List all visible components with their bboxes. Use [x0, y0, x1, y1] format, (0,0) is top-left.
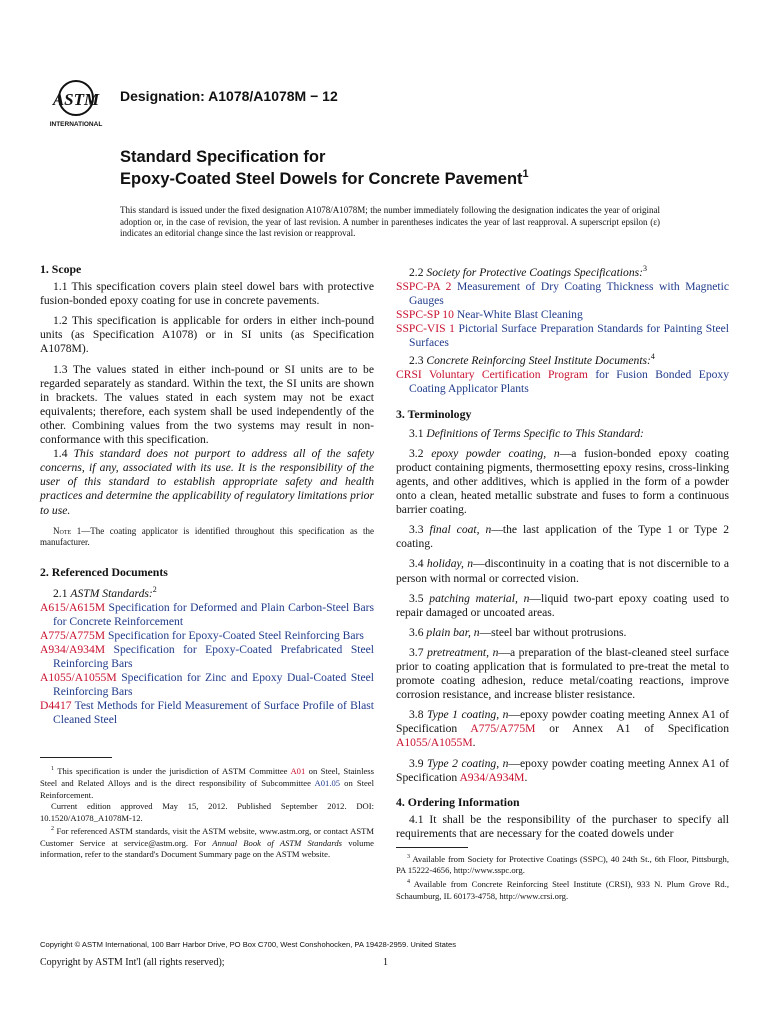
scope-1-4-num: 1.4: [53, 447, 68, 461]
term-3-9-def2: .: [524, 770, 528, 784]
crsi-label: [396, 350, 729, 368]
sspc-mark: 3: [643, 264, 647, 273]
section-heading-ordering: 4. Ordering Information: [396, 794, 520, 809]
term-item: [396, 447, 729, 517]
scope-1-1: 1.1 This specification covers plain steel dowel bars with protective fusion-bonded epoxy coating for use in concrete pavements.: [40, 280, 374, 308]
sspc-label: [396, 262, 729, 280]
fn2-text-em: Annual Book of ASTM Standards: [212, 837, 343, 848]
term-num: 3.7: [409, 645, 424, 659]
term-item: [396, 646, 729, 702]
term-definition: —liquid two-part epoxy coating used to repair damaged or uncoated areas.: [396, 591, 729, 619]
term-3-9-link-a934[interactable]: A934/A934M: [459, 770, 525, 784]
astm-standards-mark: 2: [152, 584, 157, 594]
term-name: holiday, n: [426, 557, 474, 571]
term-3-9-term: Type 2 coating, n: [427, 756, 509, 770]
term-3-8-def3: .: [472, 736, 476, 750]
term-definition: —the last application of the Type 1 or Type 2 coating.: [396, 523, 729, 551]
sspc-reference-list: [396, 280, 729, 350]
footnote-3: $^3$ Available from Society for Protective Coatings (SSPC), 40 24th St., 6th Floor, Pittsburgh, PA 15222-4656, http://www.sspc.org.: [396, 853, 729, 876]
reference-title[interactable]: Specification for Deformed and Plain Carbon-Steel Bars for Concrete Reinforcement: [53, 600, 374, 628]
title-line-2: [120, 168, 529, 189]
astm-logo: [40, 76, 112, 132]
reference-title[interactable]: for Fusion Bonded Epoxy Coating Applicator Plants: [409, 368, 730, 396]
footnote-rule-right: [396, 847, 468, 848]
term-item: [396, 592, 729, 620]
svg-text:INTERNATIONAL: INTERNATIONAL: [49, 121, 103, 128]
reference-title[interactable]: Near-White Blast Cleaning: [456, 308, 583, 322]
title-line-1: Standard Specification for: [120, 148, 326, 166]
fn2-text-a: For referenced ASTM standards, visit the ASTM website, www.astm.org, or contact ASTM Customer Service at service@astm.org. For: [40, 826, 375, 848]
fn1-text-b: on Steel, Stainless Steel and Related Alloys and is the direct responsibility of Subcommittee: [40, 766, 374, 788]
term-3-8-term: Type 1 coating, n: [427, 708, 509, 722]
reference-title[interactable]: Measurement of Dry Coating Thickness with Magnetic Gauges: [409, 279, 729, 308]
crsi-reference-list: [396, 368, 729, 396]
reference-title[interactable]: Specification for Epoxy-Coated Prefabricated Steel Reinforcing Bars: [53, 642, 374, 671]
terminology-list: [396, 447, 729, 703]
crsi-title: Concrete Reinforcing Steel Institute Documents:: [426, 354, 651, 368]
footnote-1-edition: Current edition approved May 15, 2012. Published September 2012. DOI: 10.1520/A1078_A1078M-12.: [40, 801, 374, 823]
fn4-text: Available from Concrete Reinforcing Steel Institute (CRSI), 933 N. Plum Grove Rd., Schaumburg, IL 60173-4758, http://www.crsi.org.: [396, 878, 729, 901]
crsi-mark: 4: [650, 352, 655, 362]
crsi-num: 2.3: [409, 354, 424, 368]
term-3-8-link-a775[interactable]: A775/A775M: [470, 722, 536, 736]
left-column: [40, 262, 374, 861]
section-heading-scope: 1. Scope: [40, 262, 82, 276]
term-3-8-link-a1055[interactable]: A1055/A1055M: [396, 736, 473, 750]
reference-item: [40, 671, 374, 699]
fn3-text: Available from Society for Protective Coatings (SSPC), 40 24th St., 6th Floor, Pittsburgh, PA 15222-4656, http://www.sspc.org.: [396, 853, 729, 876]
reference-item: [40, 643, 374, 671]
note-label: Note 1: [53, 525, 82, 536]
reference-item: [396, 368, 729, 396]
term-definition: —a fusion-bonded epoxy coating product containing pigments, thermosetting epoxy resins, cross-linking agents, and other additives, which is applied in the form of a powder onto a clean, heated metallic substrate and fuses to form a continuous barrier coating.: [396, 446, 729, 517]
designation: Designation: A1078/A1078M − 12: [120, 88, 338, 104]
term-name: pretreatment, n: [427, 645, 499, 659]
reference-code-link[interactable]: D4417: [40, 699, 72, 713]
reference-title[interactable]: Specification for Epoxy-Coated Steel Reinforcing Bars: [107, 628, 364, 642]
term-3-1: [396, 427, 729, 441]
section-heading-refs: 2. Referenced Documents: [40, 564, 168, 579]
term-num: 3.2: [409, 446, 424, 460]
scope-1-2: 1.2 This specification is applicable for orders in either inch-pound units (as Specification A1078) or in SI units (as Specification A1078M).: [40, 314, 374, 356]
term-item: [396, 523, 729, 551]
term-name: patching material, n: [429, 591, 530, 605]
reference-code-link[interactable]: CRSI Voluntary Certification Program: [396, 368, 588, 382]
scope-1-4-text: This standard does not purport to address all of the safety concerns, if any, associated with its use. It is the responsibility of the user of this standard to establish appropriate safety and health practices and determine the applicability of regulatory limitations prior to use.: [40, 447, 374, 517]
footnote-4: $^4$ Available from Concrete Reinforcing Steel Institute (CRSI), 933 N. Plum Grove Rd., Schaumburg, IL 60173-4758, http://www.crsi.org.: [396, 878, 729, 901]
term-3-1-num: 3.1: [409, 426, 424, 440]
note-text: —The coating applicator is identified throughout this specification as the manufacturer.: [40, 525, 374, 548]
title-footnote-mark: 1: [522, 168, 529, 180]
title-text: Epoxy-Coated Steel Dowels for Concrete Pavement: [120, 170, 523, 188]
term-num: 3.4: [409, 557, 424, 571]
reference-item: [396, 322, 729, 350]
reference-code-link[interactable]: SSPC-VIS 1: [396, 322, 455, 336]
fn1-link-a0105[interactable]: A01.05: [314, 777, 341, 788]
ordering-4-1: 4.1 It shall be the responsibility of the purchaser to specify all requirements that are necessary for the coated dowels under: [396, 812, 729, 840]
astm-standards-title: ASTM Standards:: [70, 586, 153, 600]
reference-title[interactable]: Test Methods for Field Measurement of Surface Profile of Blast Cleaned Steel: [53, 699, 374, 727]
sspc-num: 2.2: [409, 265, 424, 279]
term-definition: —discontinuity in a coating that is not discernible to a person with normal or corrected vision.: [396, 557, 729, 585]
reference-item: [40, 699, 374, 727]
reference-title[interactable]: Specification for Zinc and Epoxy Dual-Coated Steel Reinforcing Bars: [53, 671, 375, 699]
term-3-8-def2: or Annex A1 of Specification: [535, 722, 729, 736]
term-item: [396, 626, 729, 640]
astm-reference-list: [40, 601, 374, 728]
reference-title[interactable]: Pictorial Surface Preparation Standards for Painting Steel Surfaces: [409, 322, 729, 350]
fn2-text-b: volume information, refer to the standard's Document Summary page on the ASTM website.: [40, 837, 374, 860]
term-name: plain bar, n: [426, 625, 480, 639]
term-3-1-text: Definitions of Terms Specific to This Standard:: [426, 426, 644, 440]
term-num: 3.5: [409, 591, 424, 605]
term-item: [396, 557, 729, 585]
reference-code-link[interactable]: SSPC-PA 2: [396, 279, 452, 293]
intro-paragraph: This standard is issued under the fixed designation A1078/A1078M; the number immediately following the designation indicates the year of original adoption or, in the case of revision, the year of last revision. A number in parentheses indicates the year of last reapproval. A superscript epsilon (ε) indicates an editorial change since the last revision or reapproval.: [120, 205, 660, 238]
term-3-8-def1: —epoxy powder coating meeting Annex A1 of Specification: [396, 708, 729, 736]
reference-item: [40, 629, 374, 643]
reference-item: [396, 280, 729, 308]
note-1: [40, 526, 374, 549]
footnote-1: $^1$ This specification is under the jurisdiction of ASTM Committee A01 on Steel, Stainless Steel and Related Alloys and is the direct responsibility of Subcommittee A01.05 on Steel Reinforcement.: [40, 766, 375, 800]
term-definition: —steel bar without protrusions.: [479, 625, 627, 639]
reference-code-link[interactable]: A775/A775M: [40, 628, 106, 642]
svg-text:ASTM: ASTM: [52, 90, 100, 109]
footnote-2: $^2$ For referenced ASTM standards, visit the ASTM website, www.astm.org, or contact ASTM Customer Service at service@astm.org. For Annual Book of ASTM Standards volume information, refer to the standard's Document Summary page on the ASTM website.: [40, 826, 375, 860]
page-number: 1: [383, 957, 388, 968]
term-3-9-def1: —epoxy powder coating meeting Annex A1 of Specification: [396, 756, 729, 784]
scope-1-3: 1.3 The values stated in either inch-pound or SI units are to be regarded separately as standard. Within the text, the SI units are shown in brackets. The values stated in each system may not be exact equivalents; therefore, each system shall be used independently of the other. Combining values from the two systems may result in non-conformance with this specification.: [40, 362, 374, 447]
term-num: 3.6: [409, 625, 424, 639]
reference-code-link[interactable]: A934/A934M: [40, 642, 106, 656]
fn1-text-a: This specification is under the jurisdiction of ASTM Committee: [57, 766, 291, 777]
term-3-8: [396, 708, 729, 750]
term-3-9: [396, 757, 729, 785]
copyright-notice: Copyright by ASTM Int'l (all rights reserved);: [40, 957, 225, 968]
fn1-link-a01[interactable]: A01: [290, 766, 306, 777]
section-heading-terminology: 3. Terminology: [396, 406, 472, 421]
astm-standards-label: [40, 583, 374, 601]
reference-code-link[interactable]: SSPC-SP 10: [396, 308, 454, 322]
right-column: [396, 262, 729, 902]
term-3-9-num: 3.9: [409, 756, 424, 770]
reference-item: [396, 308, 729, 322]
term-name: epoxy powder coating, n: [431, 446, 560, 460]
term-name: final coat, n: [429, 523, 492, 537]
term-3-8-num: 3.8: [409, 708, 424, 722]
footnote-rule: [40, 757, 112, 758]
term-num: 3.3: [409, 523, 424, 537]
fn1-text-c: on Steel Reinforcement.: [40, 777, 375, 800]
scope-1-4: [40, 447, 374, 517]
astm-standards-num: 2.1: [53, 586, 68, 600]
sspc-title: Society for Protective Coatings Specifications:: [426, 265, 643, 279]
reference-code-link[interactable]: A1055/A1055M: [40, 671, 117, 685]
astm-logo-icon: [40, 76, 112, 132]
reference-code-link[interactable]: A615/A615M: [40, 600, 106, 614]
reference-item: [40, 601, 374, 629]
term-definition: —a preparation of the blast-cleaned steel surface prior to coating application that is formulated to pre-treat the metal to promote coating adhesion, reduce metal/coating reactions, improve corrosion resistance, and increase blister resistance.: [396, 645, 729, 702]
copyright-line: Copyright © ASTM International, 100 Barr Harbor Drive, PO Box C700, West Conshohocken, PA 19428-2959. United States: [40, 940, 457, 949]
